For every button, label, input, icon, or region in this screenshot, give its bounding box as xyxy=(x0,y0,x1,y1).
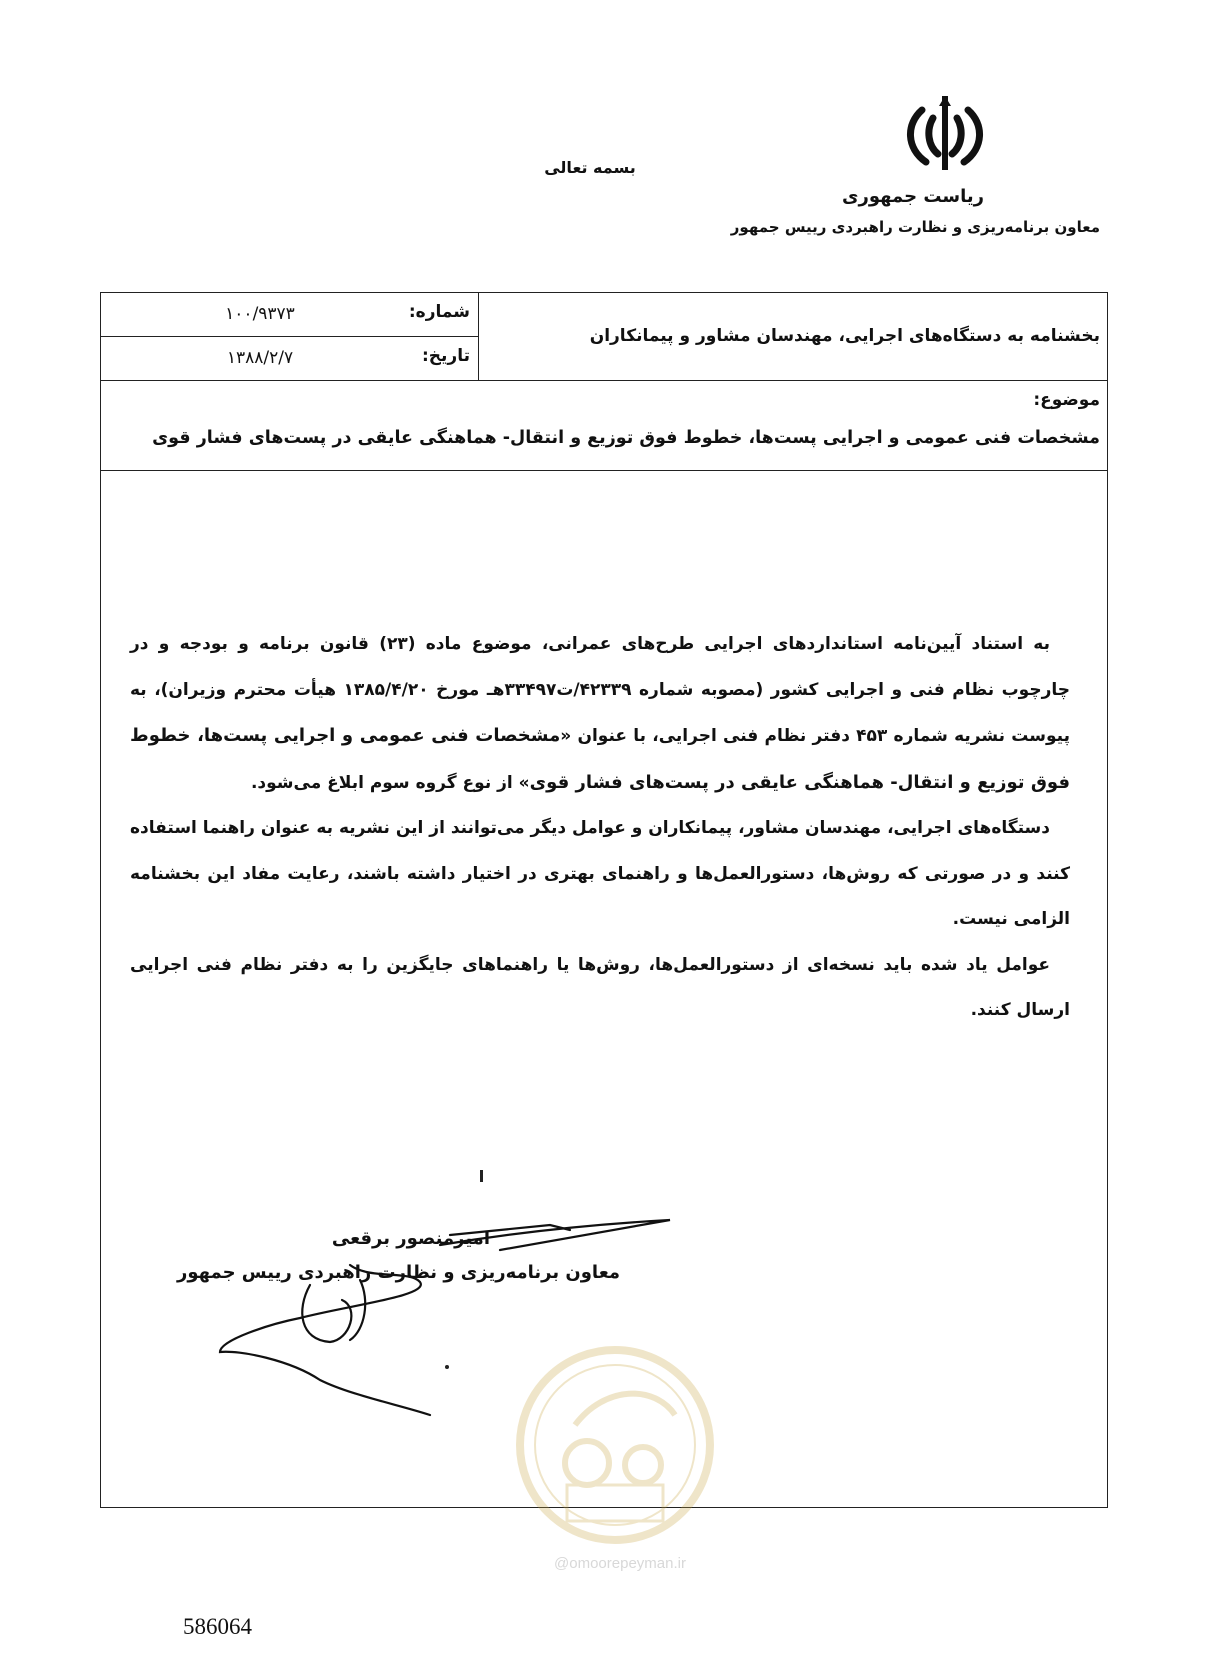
bold-title: مشخصات فنی عمومی و اجرایی پست‌ها، خطوط فوق توزیع و انتقال- هماهنگی عایقی در پست‌های فشار قوی xyxy=(130,725,1070,793)
document-number: 586064 xyxy=(183,1614,252,1639)
seal-watermark-icon xyxy=(515,1345,715,1545)
paragraph-2: دستگاه‌های اجرایی، مهندسان مشاور، پیمانکاران و عوامل دیگر می‌توانند از این نشریه به عنوان راهنما استفاده کنند و در صورتی که روش‌ها، دستورالعمل‌ها و راهنمای بهتری در اختیار داشته باشند، رعایت مفاد این بخشنامه الزامی نیست. xyxy=(130,818,1070,929)
mark xyxy=(480,1170,483,1182)
subject-divider xyxy=(100,470,1108,471)
basmala: بسمه تعالی xyxy=(544,158,636,177)
signer-title: معاون برنامه‌ریزی و نظارت راهبردی رییس جمهور xyxy=(176,1262,620,1283)
paragraph-3: عوامل یاد شده باید نسخه‌ای از دستورالعمل‌ها، روش‌ها یا راهنماهای جایگزین را به دفتر نظام فنی اجرایی ارسال کنند. xyxy=(130,954,1070,1020)
header-divider-horizontal xyxy=(100,380,1108,381)
letter-body xyxy=(130,622,1070,1034)
subject-text: مشخصات فنی عمومی و اجرایی پست‌ها، خطوط فوق توزیع و انتقال- هماهنگی عایقی در پست‌های فشار قوی xyxy=(152,428,1100,448)
number-value: ۱۰۰/۹۳۷۳ xyxy=(225,304,295,324)
header-divider-vertical xyxy=(478,292,479,380)
subject-label: موضوع: xyxy=(1033,390,1100,410)
addressee: بخشنامه به دستگاه‌های اجرایی، مهندسان مشاور و پیمانکاران xyxy=(589,326,1100,346)
paragraph-1: به استناد آیین‌نامه استانداردهای اجرایی طرح‌های عمرانی، موضوع ماده (۲۳) قانون برنامه و بودجه و در چارچوب نظام فنی و اجرایی کشور (مصوبه شماره ۴۲۳۳۹/ت۳۳۴۹۷هـ مورخ ۱۳۸۵/۴/۲۰ هیأت محترم وزیران)، به پیوست نشریه شماره ۴۵۳ دفتر نظام فنی اجرایی، با عنوان «مشخصات فنی عمومی و اجرایی پست‌ها، خطوط فوق توزیع و انتقال- هماهنگی عایقی در پست‌های فشار قوی» از نوع گروه سوم ابلاغ می‌شود. xyxy=(130,634,1070,793)
date-label: تاریخ: xyxy=(422,346,470,366)
iran-emblem-icon xyxy=(900,88,990,178)
org-subtitle: معاون برنامه‌ریزی و نظارت راهبردی رییس جمهور xyxy=(730,218,1100,236)
ink-dot xyxy=(445,1365,449,1369)
meta-divider xyxy=(100,336,478,337)
watermark-text: @omoorepeyman.ir xyxy=(554,1555,686,1572)
number-label: شماره: xyxy=(408,302,470,322)
signer-name: امیرمنصور برقعی xyxy=(331,1228,490,1249)
date-value: ۱۳۸۸/۲/۷ xyxy=(226,348,294,368)
org-title: ریاست جمهوری xyxy=(842,186,984,207)
